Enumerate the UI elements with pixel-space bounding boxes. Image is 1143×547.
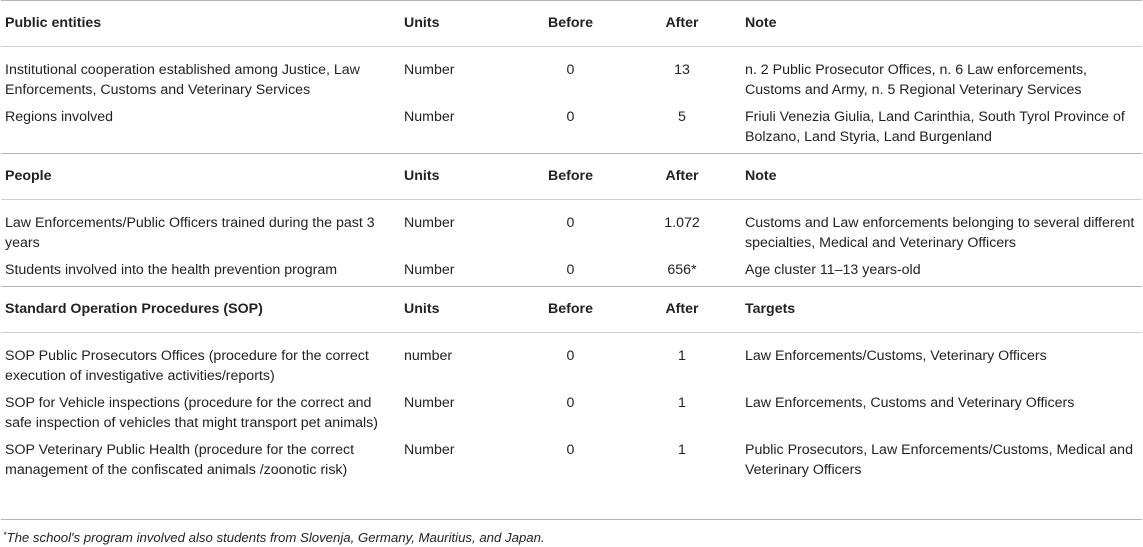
units-header: Units [400, 1, 518, 47]
row-label: Regions involved [5, 109, 114, 125]
table-bottom-rule [1, 519, 1142, 520]
note-header: Note [741, 1, 1142, 47]
row-before: 0 [566, 215, 575, 231]
row-note: Law Enforcements, Customs and Veterinary Officers [745, 395, 1075, 411]
row-label: Institutional cooperation established among Justice, Law Enforcements, Customs and Veterinary Services [5, 62, 360, 98]
section-header-sop [1, 287, 1142, 333]
row-note: Age cluster 11–13 years-old [745, 262, 921, 278]
section-title: Standard Operation Procedures (SOP) [1, 287, 400, 333]
row-units: Number [404, 62, 455, 78]
row-label: Law Enforcements/Public Officers trained during the past 3 years [5, 215, 375, 251]
row-after: 656* [667, 262, 697, 278]
row-label: SOP Public Prosecutors Offices (procedure for the correct execution of investigative activities/reports) [5, 348, 369, 384]
results-table [1, 0, 1142, 486]
note-header: Note [741, 154, 1142, 200]
row-after: 1 [678, 348, 686, 364]
before-header: Before [518, 154, 623, 200]
units-header: Units [400, 154, 518, 200]
row-after: 1 [678, 442, 686, 458]
before-header: Before [518, 287, 623, 333]
section-header-people [1, 154, 1142, 200]
footnote-marker: * [3, 530, 7, 540]
row-before: 0 [566, 62, 575, 78]
after-header: After [623, 287, 741, 333]
units-header: Units [400, 287, 518, 333]
section-title: Public entities [1, 1, 400, 47]
row-after: 1 [678, 395, 686, 411]
row-before: 0 [566, 395, 575, 411]
row-units: Number [404, 395, 455, 411]
section-title: People [1, 154, 400, 200]
table-row [1, 200, 1142, 257]
after-header: After [623, 154, 741, 200]
table-row [1, 389, 1142, 436]
table-row [1, 333, 1142, 390]
table-row [1, 47, 1142, 104]
row-after: 1.072 [664, 215, 700, 231]
row-after: 5 [678, 109, 686, 125]
row-note: n. 2 Public Prosecutor Offices, n. 6 Law enforcements, Customs and Army, n. 5 Regional Veterinary Services [745, 62, 1087, 98]
row-units: Number [404, 215, 455, 231]
table-row [1, 436, 1142, 486]
row-units: number [404, 348, 453, 364]
row-before: 0 [566, 262, 575, 278]
table-row [1, 256, 1142, 287]
row-note: Law Enforcements/Customs, Veterinary Officers [745, 348, 1047, 364]
targets-header: Targets [741, 287, 1142, 333]
row-note: Public Prosecutors, Law Enforcements/Customs, Medical and Veterinary Officers [745, 442, 1133, 478]
row-note: Friuli Venezia Giulia, Land Carinthia, South Tyrol Province of Bolzano, Land Styria, Land Burgenland [745, 109, 1125, 145]
row-units: Number [404, 109, 455, 125]
row-after: 13 [674, 62, 690, 78]
row-label: SOP Veterinary Public Health (procedure for the correct management of the confiscated animals /zoonotic risk) [5, 442, 355, 478]
row-label: Students involved into the health prevention program [5, 262, 338, 278]
table-footnote [3, 526, 545, 547]
row-units: Number [404, 262, 455, 278]
section-header-public-entities [1, 1, 1142, 47]
row-note: Customs and Law enforcements belonging to several different specialties, Medical and Veterinary Officers [745, 215, 1135, 251]
after-header: After [623, 1, 741, 47]
table-row [1, 103, 1142, 154]
row-before: 0 [566, 109, 575, 125]
row-before: 0 [566, 442, 575, 458]
before-header: Before [518, 1, 623, 47]
row-before: 0 [566, 348, 575, 364]
row-units: Number [404, 442, 455, 458]
row-label: SOP for Vehicle inspections (procedure for the correct and safe inspection of vehicles that might transport pet animals) [5, 395, 379, 431]
footnote-text: The school's program involved also students from Slovenja, Germany, Mauritius, and Japan. [6, 530, 545, 545]
